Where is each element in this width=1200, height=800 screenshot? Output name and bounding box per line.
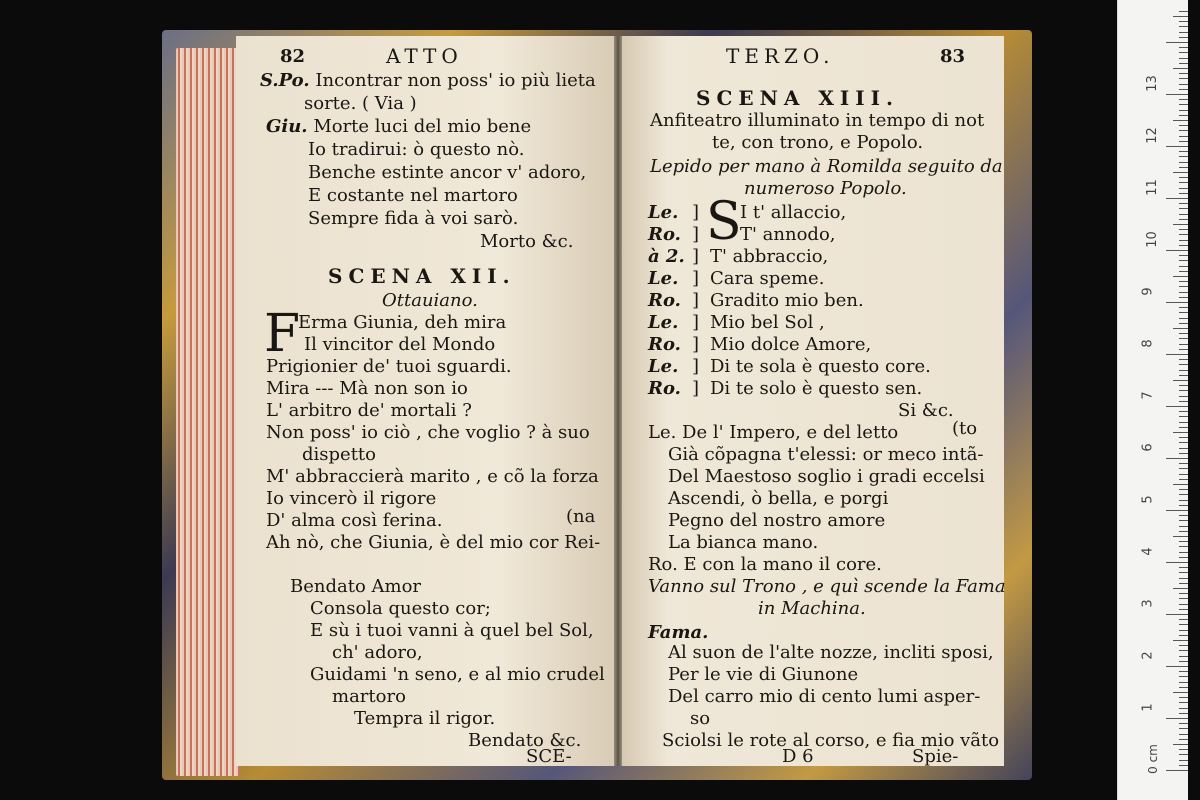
left-page <box>236 36 614 766</box>
text-line: S.Po. Incontrar non poss' io più lieta <box>260 70 596 91</box>
ruler-tick <box>1179 47 1188 48</box>
catchword: Spie- <box>912 746 959 767</box>
ruler-tick <box>1166 458 1188 459</box>
verse-line: Al suon de l'alte nozze, incliti sposi, <box>668 642 994 663</box>
ruler-tick <box>1179 323 1188 324</box>
duet-speaker: à 2. <box>648 246 685 267</box>
ruler-tick <box>1173 536 1188 537</box>
ruler-tick <box>1179 167 1188 168</box>
ruler-tick <box>1173 692 1188 693</box>
verse-line: Io vincerò il rigore <box>266 488 437 509</box>
ruler-tick <box>1179 728 1188 729</box>
duet-speaker: Ro. <box>648 290 681 311</box>
ruler-tick <box>1173 276 1188 277</box>
ruler-tick <box>1179 754 1188 755</box>
text-line: Pegno del nostro amore <box>668 510 886 531</box>
ruler-tick <box>1179 375 1188 376</box>
ruler-tick <box>1179 156 1188 157</box>
ruler-tick <box>1179 255 1188 256</box>
text-line: Sempre fida à voi sarò. <box>308 208 519 229</box>
ruler-tick <box>1179 411 1188 412</box>
ruler-tick <box>1179 344 1188 345</box>
bracket: ] <box>692 312 700 333</box>
ruler-tick <box>1179 526 1188 527</box>
ruler-number: 11 <box>1144 179 1160 196</box>
ruler-tick <box>1166 302 1188 303</box>
verse-line: ch' adoro, <box>332 642 423 663</box>
ruler-tick <box>1173 68 1188 69</box>
ruler-tick <box>1179 697 1188 698</box>
ruler-number: 5 <box>1140 495 1156 504</box>
ruler-tick <box>1179 760 1188 761</box>
verse-line: martoro <box>332 686 406 707</box>
ruler-tick <box>1166 406 1188 407</box>
right-page <box>622 36 1004 766</box>
duet-end: Si &c. <box>898 400 954 421</box>
verse-line: so <box>690 708 711 729</box>
ruler-tick <box>1166 250 1188 251</box>
verse-line: Erma Giunia, deh mira <box>298 312 507 333</box>
ruler-tick <box>1179 141 1188 142</box>
ruler-tick <box>1173 16 1188 17</box>
duet-line: Gradito mio ben. <box>710 290 864 311</box>
drop-cap: F <box>264 304 301 364</box>
verse-line: Il vincitor del Mondo <box>304 334 496 355</box>
ruler-tick <box>1179 188 1188 189</box>
verse-line: Guidami 'n seno, e al mio crudel <box>310 664 605 685</box>
ruler-tick <box>1179 453 1188 454</box>
duet-speaker: Le. <box>648 312 679 333</box>
ruler-tick <box>1179 193 1188 194</box>
ruler-tick <box>1179 318 1188 319</box>
running-head: ATTO <box>386 44 463 68</box>
ruler-tick <box>1179 73 1188 74</box>
ruler-tick <box>1179 396 1188 397</box>
ruler-tick <box>1179 271 1188 272</box>
scene-title: SCENA XII. <box>328 264 516 288</box>
ruler-tick <box>1166 770 1188 771</box>
bracket: ] <box>692 246 700 267</box>
ruler-tick <box>1179 78 1188 79</box>
ruler-tick <box>1179 713 1188 714</box>
ruler-number: 7 <box>1140 391 1156 400</box>
ruler-tick <box>1179 115 1188 116</box>
speaker-fama: Fama. <box>648 622 709 643</box>
ruler-tick <box>1179 229 1188 230</box>
ruler-tick <box>1179 312 1188 313</box>
stage-direction: Lepido per mano à Romilda seguito da <box>650 156 1003 177</box>
verse-line: Tempra il rigor. <box>354 708 496 729</box>
ruler-tick <box>1179 177 1188 178</box>
ruler-number: 13 <box>1144 75 1160 92</box>
setting-line: Anfiteatro illuminato in tempo di not <box>650 110 985 131</box>
duet-line: Cara speme. <box>710 268 825 289</box>
verse-line: Prigionier de' tuoi sguardi. <box>266 356 512 377</box>
ruler-tick <box>1179 583 1188 584</box>
ruler-tick <box>1179 500 1188 501</box>
text-line: Benche estinte ancor v' adoro, <box>308 162 587 183</box>
signature-mark: D 6 <box>782 746 814 767</box>
ruler-tick <box>1179 401 1188 402</box>
bracket: ] <box>692 268 700 289</box>
ruler-tick <box>1179 260 1188 261</box>
ruler-tick <box>1179 89 1188 90</box>
text-line: Ro. E con la mano il core. <box>648 554 882 575</box>
ruler-number: 12 <box>1144 127 1160 144</box>
page-number: 83 <box>940 46 966 67</box>
ruler-tick <box>1179 557 1188 558</box>
ruler-tick <box>1179 364 1188 365</box>
ruler-tick <box>1179 130 1188 131</box>
text-line: Del Maestoso soglio i gradi eccelsi <box>668 466 985 487</box>
ruler-tick <box>1179 359 1188 360</box>
ruler-tick <box>1179 702 1188 703</box>
duet-line: Di te sola è questo core. <box>710 356 931 377</box>
ruler-tick <box>1166 94 1188 95</box>
ruler-tick <box>1179 37 1188 38</box>
ruler-tick <box>1179 442 1188 443</box>
text-line: Già cõpagna t'elessi: or meco intã- <box>668 444 984 465</box>
ruler-tick <box>1179 572 1188 573</box>
text-line: (to <box>952 418 978 439</box>
ruler-tick <box>1179 739 1188 740</box>
ruler-tick <box>1179 52 1188 53</box>
text-line: Giu. Morte luci del mio bene <box>266 116 532 137</box>
ruler-tick <box>1179 494 1188 495</box>
duet-line: T' annodo, <box>740 224 836 245</box>
ruler-tick <box>1179 136 1188 137</box>
text-line: La bianca mano. <box>668 532 819 553</box>
ruler-tick <box>1179 578 1188 579</box>
text-line: sorte. ( Via ) <box>304 93 417 114</box>
ruler-tick <box>1173 640 1188 641</box>
catchword: SCE- <box>526 746 572 767</box>
ruler-tick <box>1179 26 1188 27</box>
text-line: E costante nel martoro <box>308 185 518 206</box>
ruler-tick <box>1179 370 1188 371</box>
ruler-tick <box>1179 520 1188 521</box>
ruler-tick <box>1179 349 1188 350</box>
duet-line: Mio dolce Amore, <box>710 334 872 355</box>
page-number: 82 <box>280 46 306 67</box>
ruler-tick <box>1179 422 1188 423</box>
ruler-tick <box>1179 427 1188 428</box>
ruler-tick <box>1166 718 1188 719</box>
ruler-tick <box>1179 635 1188 636</box>
verse-line: M' abbraccierà marito , e cõ la forza <box>266 466 599 487</box>
ruler-tick <box>1179 531 1188 532</box>
page-edges <box>176 48 240 776</box>
ruler-tick <box>1173 224 1188 225</box>
ruler-tick <box>1179 448 1188 449</box>
ruler-tick <box>1179 104 1188 105</box>
ruler-tick <box>1179 676 1188 677</box>
ruler-number: 8 <box>1140 339 1156 348</box>
ruler-tick <box>1179 307 1188 308</box>
ruler-tick <box>1166 146 1188 147</box>
ruler-tick <box>1173 588 1188 589</box>
ruler-tick <box>1179 645 1188 646</box>
duet-speaker: Ro. <box>648 378 681 399</box>
ruler-tick <box>1173 380 1188 381</box>
ruler-tick <box>1179 182 1188 183</box>
verse-line: dispetto <box>302 444 376 465</box>
running-head: TERZO. <box>726 44 835 68</box>
ruler-tick <box>1179 234 1188 235</box>
ruler-tick <box>1179 479 1188 480</box>
ruler-tick <box>1179 609 1188 610</box>
verse-line: Mira --- Mà non son io <box>266 378 468 399</box>
ruler-tick <box>1179 630 1188 631</box>
ruler-tick <box>1179 734 1188 735</box>
ruler-tick <box>1179 515 1188 516</box>
ruler-tick <box>1179 99 1188 100</box>
ruler-tick <box>1166 614 1188 615</box>
duet-line: Mio bel Sol , <box>710 312 825 333</box>
ruler-tick <box>1173 172 1188 173</box>
ruler-number: 9 <box>1140 287 1156 296</box>
ruler-tick <box>1179 416 1188 417</box>
ruler-tick <box>1179 541 1188 542</box>
drop-cap: S <box>706 192 742 252</box>
ruler-tick <box>1179 125 1188 126</box>
ruler-tick <box>1173 120 1188 121</box>
duet-speaker: Le. <box>648 202 679 223</box>
verse-line: L' arbitro de' mortali ? <box>266 400 472 421</box>
verse-line: Bendato Amor <box>290 576 422 597</box>
text-line: Morto &c. <box>480 231 574 252</box>
verse-line: Consola questo cor; <box>310 598 491 619</box>
ruler-tick <box>1179 505 1188 506</box>
ruler-tick <box>1179 661 1188 662</box>
ruler-tick <box>1179 567 1188 568</box>
verse-line: Per le vie di Giunone <box>668 664 859 685</box>
scene-character: Ottauiano. <box>382 290 478 311</box>
bracket: ] <box>692 378 700 399</box>
ruler-tick <box>1179 619 1188 620</box>
ruler-tick <box>1179 219 1188 220</box>
verse-line: Del carro mio di cento lumi asper- <box>668 686 981 707</box>
text-line: Ascendi, ò bella, e porgi <box>668 488 889 509</box>
verse-line: E sù i tuoi vanni à quel bel Sol, <box>310 620 594 641</box>
ruler-tick <box>1166 42 1188 43</box>
bracket: ] <box>692 224 700 245</box>
duet-speaker: Le. <box>648 356 679 377</box>
ruler-tick <box>1166 562 1188 563</box>
verse-line: Non poss' io ciò , che voglio ? à suo <box>266 422 590 443</box>
ruler-tick <box>1179 266 1188 267</box>
ruler-tick <box>1179 281 1188 282</box>
ruler-number: 10 <box>1144 231 1160 248</box>
stage-direction: in Machina. <box>758 598 866 619</box>
verse-line: Ah nò, che Giunia, è del mio cor Rei- <box>266 532 601 553</box>
ruler-tick <box>1179 437 1188 438</box>
verse-line: D' alma così ferina. <box>266 510 443 531</box>
ruler-tick <box>1179 546 1188 547</box>
ruler-tick <box>1179 11 1188 12</box>
ruler-tick <box>1179 468 1188 469</box>
verse-line: Bendato &c. <box>468 730 582 751</box>
ruler-tick <box>1179 650 1188 651</box>
ruler-tick <box>1179 240 1188 241</box>
scene-title: SCENA XIII. <box>696 86 899 110</box>
ruler-tick <box>1179 708 1188 709</box>
ruler-tick <box>1179 297 1188 298</box>
setting-line: te, con trono, e Popolo. <box>712 132 924 153</box>
ruler-tick <box>1173 432 1188 433</box>
ruler-tick <box>1179 598 1188 599</box>
ruler-tick <box>1179 21 1188 22</box>
ruler-tick <box>1179 151 1188 152</box>
ruler-tick <box>1179 765 1188 766</box>
ruler-tick <box>1179 333 1188 334</box>
measuring-ruler <box>1117 0 1188 800</box>
ruler-tick <box>1179 390 1188 391</box>
ruler-tick <box>1179 84 1188 85</box>
ruler-tick <box>1179 463 1188 464</box>
text-line: Io tradirui: ò questo nò. <box>308 139 525 160</box>
text-line: Le. De l' Impero, e del letto <box>648 422 899 443</box>
ruler-tick <box>1179 162 1188 163</box>
duet-speaker: Le. <box>648 268 679 289</box>
ruler-tick <box>1179 723 1188 724</box>
verse-line: (na <box>566 506 596 527</box>
ruler-tick <box>1179 656 1188 657</box>
duet-speaker: Ro. <box>648 334 681 355</box>
ruler-tick <box>1179 58 1188 59</box>
ruler-tick <box>1166 666 1188 667</box>
bracket: ] <box>692 290 700 311</box>
bracket: ] <box>692 202 700 223</box>
ruler-tick <box>1166 510 1188 511</box>
ruler-tick <box>1173 328 1188 329</box>
ruler-tick <box>1179 208 1188 209</box>
duet-line: Di te solo è questo sen. <box>710 378 923 399</box>
ruler-number: 1 <box>1140 703 1156 712</box>
ruler-tick <box>1179 385 1188 386</box>
ruler-tick <box>1179 604 1188 605</box>
ruler-tick <box>1179 593 1188 594</box>
ruler-tick <box>1179 682 1188 683</box>
ruler-tick <box>1179 624 1188 625</box>
ruler-tick <box>1179 671 1188 672</box>
ruler-number: 3 <box>1140 599 1156 608</box>
ruler-tick <box>1173 484 1188 485</box>
stage-direction: Vanno sul Trono , e quì scende la Fama <box>648 576 1006 597</box>
ruler-tick <box>1179 749 1188 750</box>
bracket: ] <box>692 356 700 377</box>
verse-line: Sciolsi le rote al corso, e fia mio vãto <box>662 730 1000 751</box>
ruler-tick <box>1179 245 1188 246</box>
ruler-tick <box>1179 552 1188 553</box>
ruler-tick <box>1166 198 1188 199</box>
stage-direction: numeroso Popolo. <box>744 178 907 199</box>
duet-speaker: Ro. <box>648 224 681 245</box>
ruler-tick <box>1179 214 1188 215</box>
ruler-tick <box>1179 63 1188 64</box>
bracket: ] <box>692 334 700 355</box>
ruler-number: 4 <box>1140 547 1156 556</box>
ruler-tick <box>1179 474 1188 475</box>
ruler-tick <box>1173 744 1188 745</box>
ruler-unit: 0 cm <box>1145 744 1160 774</box>
ruler-tick <box>1179 338 1188 339</box>
ruler-tick <box>1179 286 1188 287</box>
ruler-tick <box>1179 489 1188 490</box>
ruler-tick <box>1179 687 1188 688</box>
ruler-number: 2 <box>1140 651 1156 660</box>
duet-line: T' abbraccio, <box>710 246 829 267</box>
ruler-number: 6 <box>1140 443 1156 452</box>
ruler-tick <box>1179 110 1188 111</box>
ruler-tick <box>1179 203 1188 204</box>
duet-line: I t' allaccio, <box>740 202 847 223</box>
ruler-tick <box>1166 354 1188 355</box>
ruler-tick <box>1179 292 1188 293</box>
ruler-tick <box>1179 32 1188 33</box>
